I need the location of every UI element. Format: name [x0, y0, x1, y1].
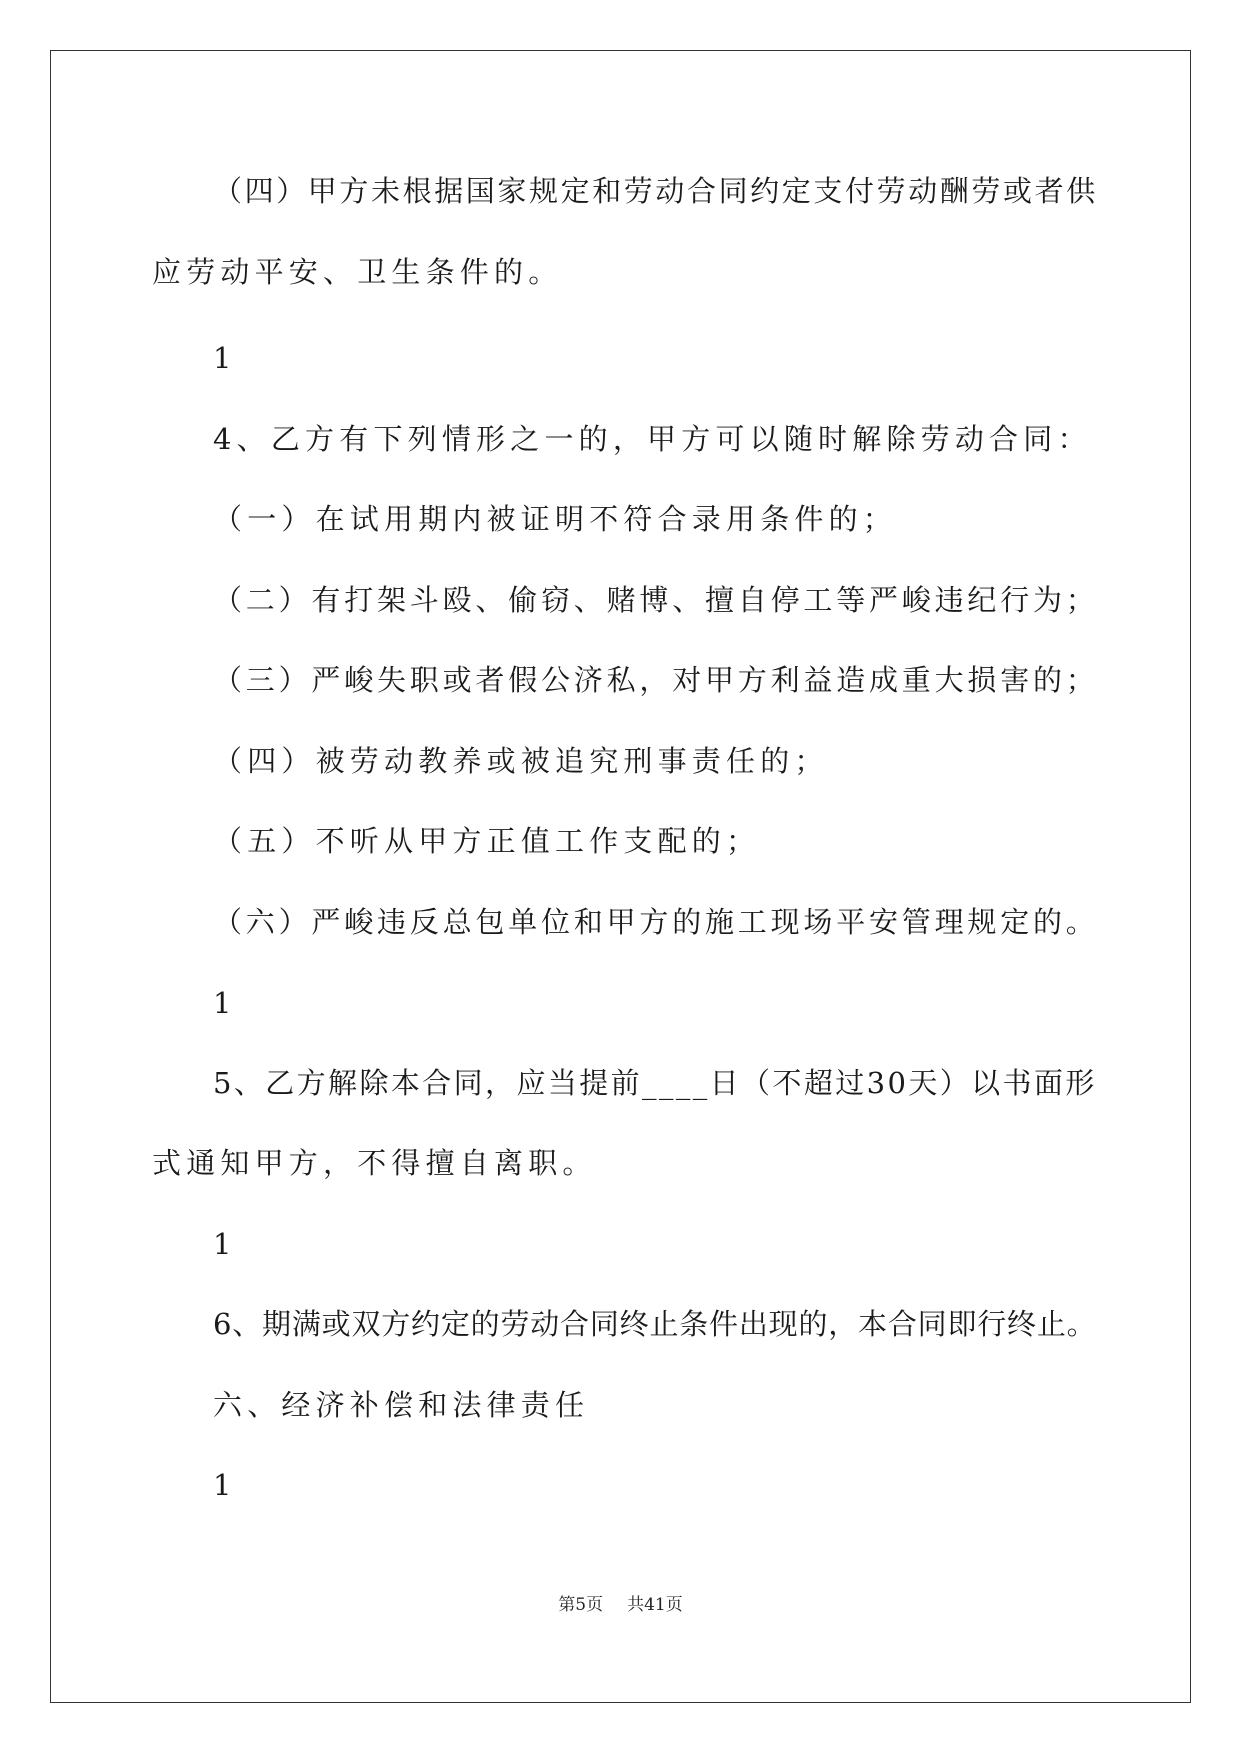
paragraph-line: （四）被劳动教养或被追究刑事责任的；: [213, 744, 829, 778]
paragraph-line: 应劳动平安、卫生条件的。: [152, 255, 563, 289]
page-border: [50, 50, 1191, 1703]
paragraph-line: 5、乙方解除本合同，应当提前____日（不超过30天）以书面形: [213, 1066, 1097, 1100]
paragraph-line: 1: [213, 986, 237, 1020]
paragraph-line: 1: [213, 341, 237, 375]
paragraph-line: （三）严峻失职或者假公济私，对甲方利益造成重大损害的；: [213, 663, 1099, 697]
paragraph-line: 1: [213, 1468, 237, 1502]
paragraph-line: 6、期满或双方约定的劳动合同终止条件出现的，本合同即行终止。: [213, 1307, 1097, 1341]
page-footer: [0, 1593, 1241, 1617]
paragraph-line: （二）有打架斗殴、偷窃、赌博、擅自停工等严峻违纪行为；: [213, 583, 1099, 617]
page-total: 共41页: [627, 1595, 683, 1615]
paragraph-line: 六、经济补偿和法律责任: [213, 1388, 590, 1422]
paragraph-line: （四）甲方未根据国家规定和劳动合同约定支付劳动酬劳或者供: [213, 174, 1098, 208]
paragraph-line: （五）不听从甲方正值工作支配的；: [213, 824, 761, 858]
paragraph-line: （一）在试用期内被证明不符合录用条件的；: [213, 502, 898, 536]
paragraph-line: 式通知甲方，不得擅自离职。: [152, 1146, 597, 1180]
paragraph-line: （六）严峻违反总包单位和甲方的施工现场平安管理规定的。: [213, 905, 1099, 939]
paragraph-line: 4、乙方有下列情形之一的，甲方可以随时解除劳动合同：: [213, 422, 1092, 456]
paragraph-line: 1: [213, 1227, 237, 1261]
page-number: 第5页: [558, 1595, 604, 1615]
